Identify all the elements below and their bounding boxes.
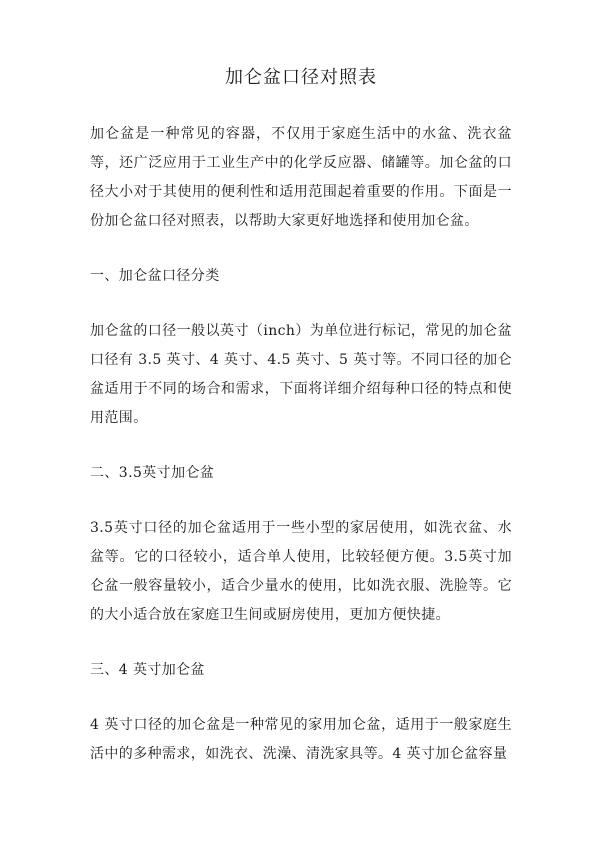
intro-paragraph: 加仑盆是一种常见的容器，不仅用于家庭生活中的水盆、洗衣盆等，还广泛应用于工业生产中的化学反应器、储罐等。加仑盆的口径大小对于其使用的便利性和适用范围起着重要的作用。下面是一份加仑盆口径对照表，以帮助大家更好地选择和使用加仑盆。 (90, 126, 512, 229)
section-heading-1: 一、加仑盆口径分类 (90, 268, 220, 284)
page-title: 加仑盆口径对照表 (225, 67, 377, 88)
section-paragraph-1: 加仑盆的口径一般以英寸（inch）为单位进行标记，常见的加仑盆口径有 3.5 英寸、4 英寸、4.5 英寸、5 英寸等。不同口径的加仑盆适用于不同的场合和需求，下面将详细介绍每种口径的特点和使用范围。 (90, 323, 512, 426)
section-paragraph-2: 3.5英寸口径的加仑盆适用于一些小型的家居使用，如洗衣盆、水盆等。它的口径较小，适合单人使用，比较轻便方便。3.5英寸加仑盆一般容量较小，适合少量水的使用，比如洗衣服、洗脸等。它的大小适合放在家庭卫生间或厨房使用，更加方便快捷。 (90, 520, 512, 623)
section-heading-3: 三、4 英寸加仑盆 (90, 662, 205, 678)
section-paragraph-3: 4 英寸口径的加仑盆是一种常见的家用加仑盆，适用于一般家庭生活中的多种需求，如洗衣、洗澡、清洗家具等。4 英寸加仑盆容量 (90, 717, 512, 762)
section-heading-2: 二、3.5英寸加仑盆 (90, 465, 215, 481)
